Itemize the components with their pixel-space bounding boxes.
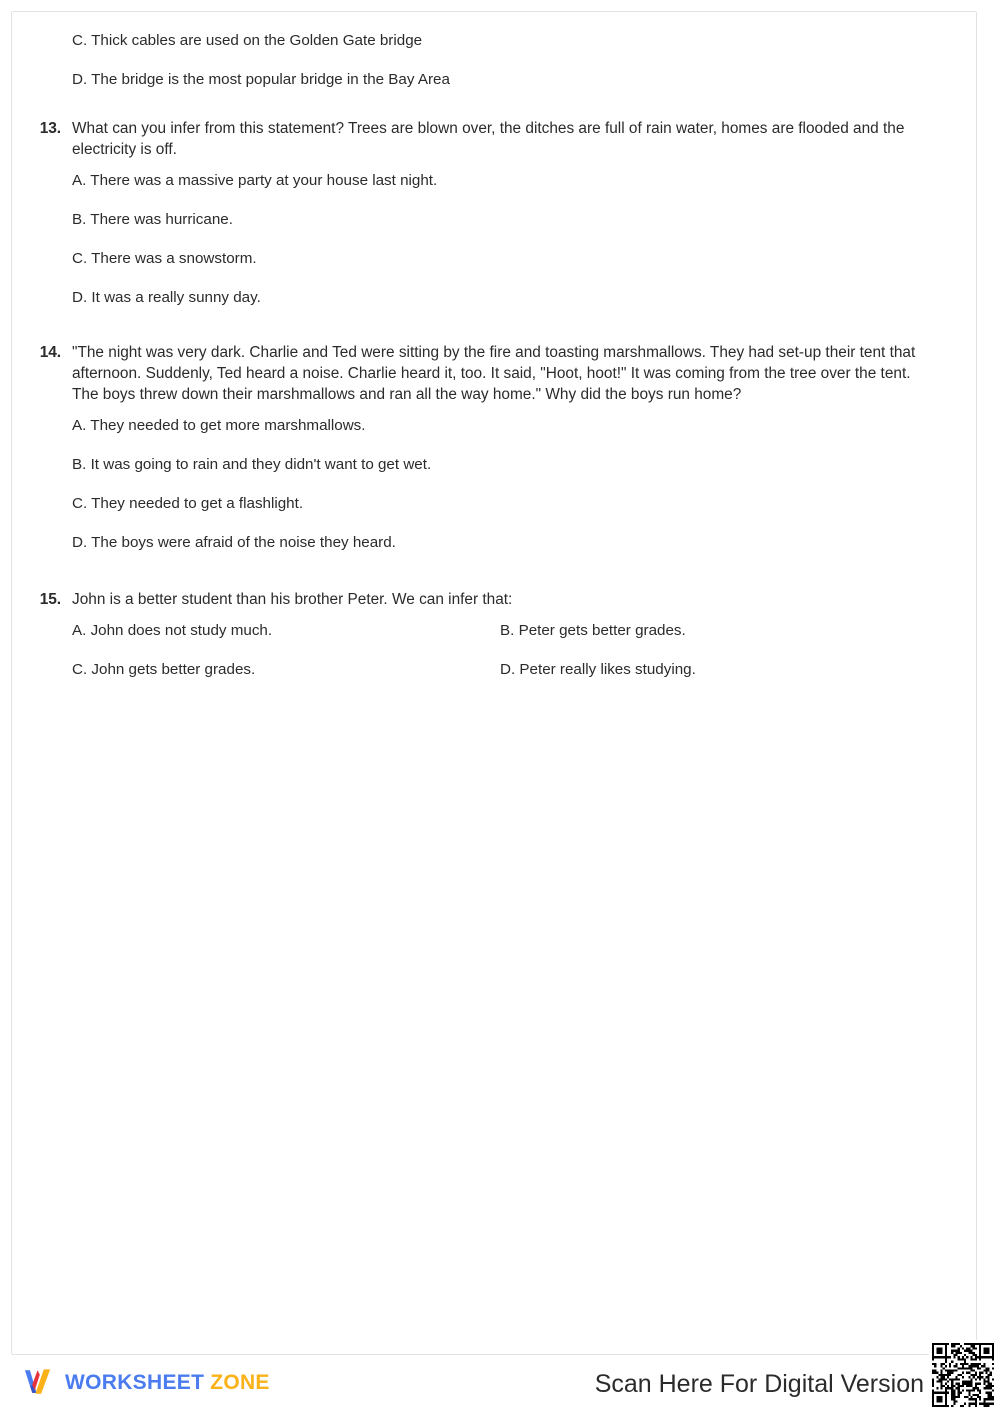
question-block-15 [27,589,928,698]
brand-logo [20,1364,270,1400]
question-heading-14 [27,342,928,405]
options-list-15 [27,620,928,698]
scan-here-label: Scan Here For Digital Version [594,1370,924,1398]
options-list-14 [27,415,928,553]
option-item: A. There was a massive party at your house last night. [72,172,438,189]
question-number-14: 14. [39,344,61,361]
question-text-14: "The night was very dark. Charlie and Ted were sitting by the fire and toasting marshmallows. They had set-up their tent that afternoon. Suddenly, Ted heard a noise. Charlie heard it, too. It said, "Hoot, hoot!" It was coming from the tree over the tent. The boys threw down their marshmallows and ran all the way home." Why did the boys run home? [72,344,916,403]
worksheet-zone-w-logo-icon [20,1364,56,1400]
option-item: B. Peter gets better grades. [500,622,686,639]
question-number-13: 13. [39,120,61,137]
option-item: C. Thick cables are used on the Golden Gate bridge [72,32,423,49]
qr-code[interactable] [929,1340,997,1410]
option-item: D. Peter really likes studying. [500,661,696,678]
worksheet-content [12,12,976,698]
options-list-13 [27,170,928,308]
option-item: A. They needed to get more marshmallows. [72,417,366,434]
question-text-15: John is a better student than his brother Peter. We can infer that: [72,591,513,608]
option-item: D. It was a really sunny day. [72,289,261,306]
question-block-13 [27,118,928,308]
qr-code-icon [932,1343,994,1407]
section-spacer [27,322,928,342]
option-item: C. John gets better grades. [72,661,256,678]
section-spacer [27,567,928,589]
worksheet-page [11,11,977,1355]
brand-word-zone: ZONE [210,1370,270,1394]
brand-word-worksheet: WORKSHEET [65,1370,205,1394]
question-block-14 [27,342,928,553]
continued-options-list [27,30,928,90]
option-item: B. There was hurricane. [72,211,233,228]
question-heading-15 [27,589,928,610]
option-item: C. They needed to get a flashlight. [72,495,304,512]
question-text-13: What can you infer from this statement? Trees are blown over, the ditches are full of rain water, homes are flooded and the electricity is off. [72,120,905,158]
option-item: C. There was a snowstorm. [72,250,257,267]
brand-wordmark [65,1372,270,1393]
option-item: D. The boys were afraid of the noise they heard. [72,534,396,551]
page-footer [0,1362,1000,1414]
question-number-15: 15. [39,591,61,608]
question-heading-13 [27,118,928,160]
option-item: D. The bridge is the most popular bridge in the Bay Area [72,71,450,88]
option-item: A. John does not study much. [72,622,273,639]
option-item: B. It was going to rain and they didn't want to get wet. [72,456,432,473]
